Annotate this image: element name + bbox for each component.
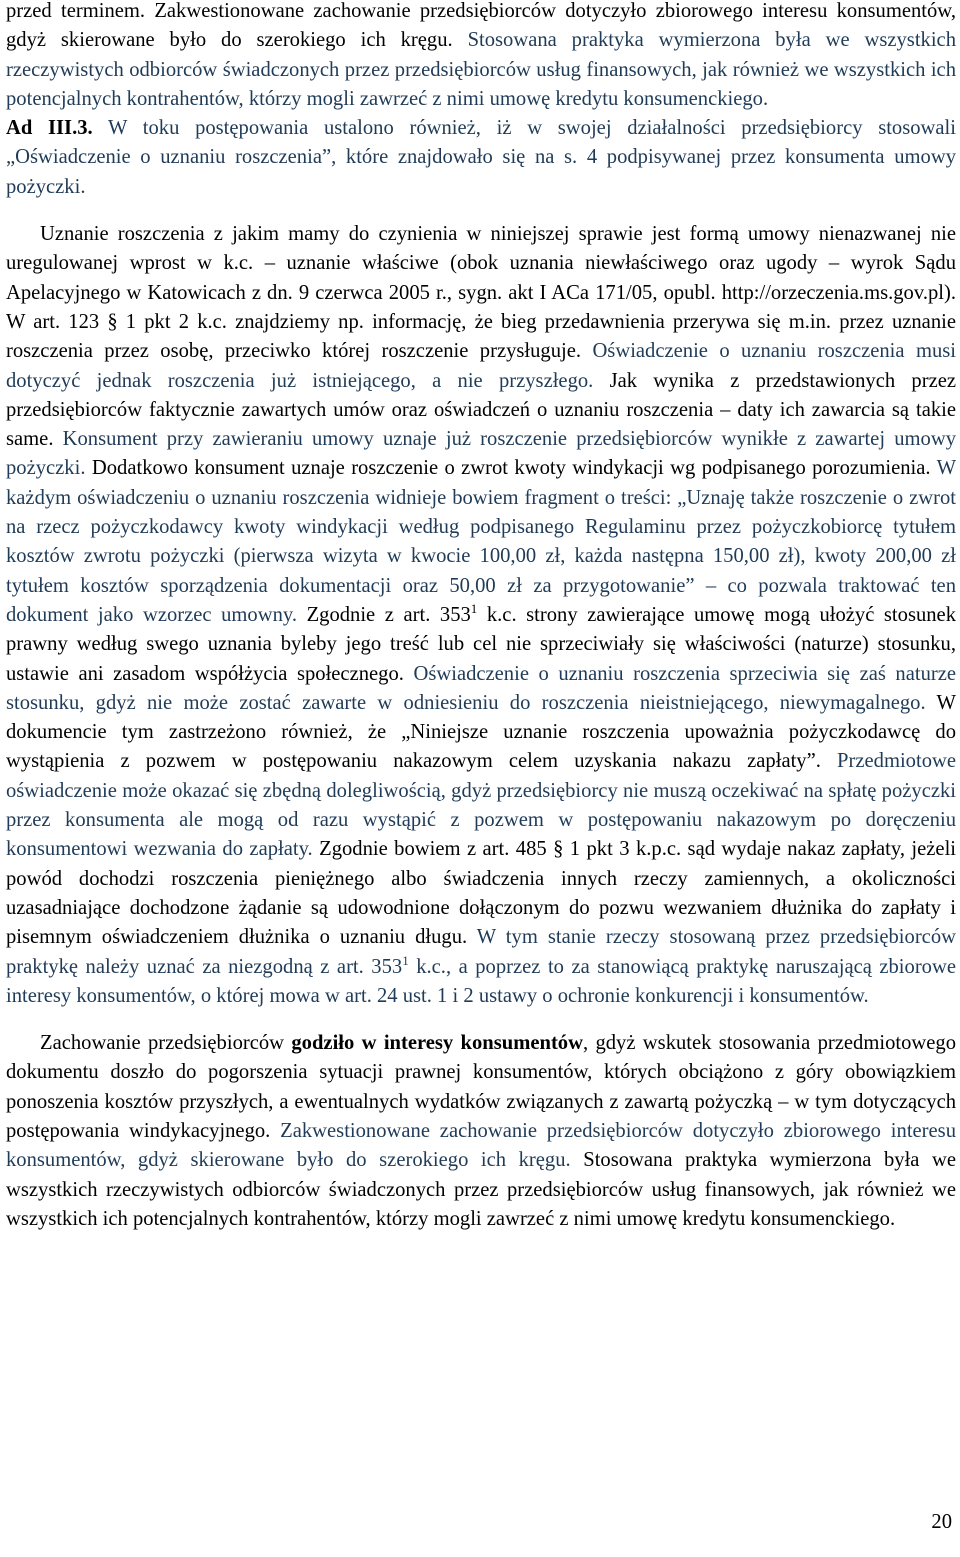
uznanie-sentence-2: Oświadczenie o uznaniu roszczenia musi dotyczyć jednak roszczenia już istniejącego, a nie przyszłego. xyxy=(6,340,956,392)
intro-sentence-1: przed terminem. Zakwestionowane zachowanie przedsiębiorców dotyczyło zbiorowego interesu konsumentów, gdyż skierowane było do szerokiego ich kręgu. xyxy=(6,0,956,52)
zachowanie-text-4: Stosowana praktyka wymierzona była we wszystkich rzeczywistych odbiorców świadczonych przez przedsiębiorców usług finansowych, jak również we wszystkich ich potencjalnych kontrahentów, którzy mogli zawrzeć z nimi umowę kredytu konsumenckiego. xyxy=(6,1149,957,1230)
superscript-2: 1 xyxy=(402,952,409,968)
uznanie-sentence-3: Jak wynika z przedstawionych przez przedsiębiorców faktycznie zawartych umów oraz oświadczeń o uznaniu roszczenia – daty ich zawarcia są takie same. xyxy=(6,369,956,451)
zachowanie-paragraph xyxy=(6,1029,956,1234)
intro-paragraph xyxy=(6,0,956,114)
ad-text: W toku postępowania ustalono również, iż w swojej działalności przedsiębiorcy stosowali „Oświadczenie o uznaniu roszczenia”, które znajdowało się na s. 4 podpisywanej przez konsumenta umowy pożyczki. xyxy=(6,117,956,198)
zachowanie-text-3: Zakwestionowane zachowanie przedsiębiorców dotyczyło zbiorowego interesu konsumentów, gdyż skierowane było do szerokiego ich kręgu. xyxy=(6,1119,956,1172)
uznanie-sentence-7b: k.c. strony zawierające umowę mogą ułożyć stosunek prawny według swego uznania byleby jego treść lub cel nie sprzeciwiały się właściwości (naturze) stosunku, ustawie ani zasadom współżycia społecznego. xyxy=(6,603,956,685)
ad-paragraph xyxy=(6,114,956,202)
intro-sentence-2: Stosowana praktyka wymierzona była we wszystkich rzeczywistych odbiorców świadczonych przez przedsiębiorców usług finansowych, jak również we wszystkich ich potencjalnych kontrahentów, którzy mogli zawrzeć z nimi umowę kredytu konsumenckiego. xyxy=(6,29,956,110)
uznanie-sentence-11: Zgodnie bowiem z art. 485 § 1 pkt 3 k.p.c. sąd wydaje nakaz zapłaty, jeżeli powód dochodzi roszczenia pieniężnego albo świadczenia innych rzeczy zamiennych, a okoliczności uzasadniające dochodzone żądanie są udowodnione dołączonym do pozwu wezwaniem dłużnika do zapłaty i pisemnym oświadczeniem dłużnika o uznaniu długu. xyxy=(6,838,957,949)
zachowanie-text-1: Zachowanie przedsiębiorców xyxy=(40,1032,292,1055)
zachowanie-text-2: , gdyż wskutek stosowania przedmiotowego dokumentu doszło do pogorszenia sytuacji prawnej konsumentów, których obciążono z góry obowiązkiem ponoszenia kosztów przyszłych, a ewentualnych wydatków związanych z zawartą pożyczką – w tym dotyczących postępowania windykacyjnego. xyxy=(6,1032,957,1142)
uznanie-sentence-4: Konsument przy zawieraniu umowy uznaje już roszczenie przedsiębiorców wynikłe z zawartej umowy pożyczki. xyxy=(6,428,956,480)
page-number: 20 xyxy=(931,1511,952,1533)
uznanie-sentence-1: Uznanie roszczenia z jakim mamy do czynienia w niniejszej sprawie jest formą umowy nienazwanej nie uregulowanej wprost w k.c. – uznanie właściwe (obok uznania niewłaściwego oraz ugody – wyrok Sądu Apelacyjnego w Katowicach z dn. 9 czerwca 2005 r., sygn. akt I ACa 171/05, opubl. http://orzeczenia.ms.gov.pl). W art. 123 § 1 pkt 2 k.c. znajdziemy np. informację, że bieg przedawnienia przerywa się m.in. przez uznanie roszczenia przez osobę, przeciwko której roszczenie przysługuje. xyxy=(6,223,956,363)
uznanie-sentence-12a: W tym stanie rzeczy stosowaną przez przedsiębiorców praktykę należy uznać za niezgodną z art. 353 xyxy=(6,926,956,978)
uznanie-sentence-7a: Zgodnie z art. 353 xyxy=(297,603,471,626)
uznanie-sentence-12b: k.c., a poprzez to za stanowiącą praktykę naruszającą zbiorowe interesy konsumentów, o której mowa w art. 24 ust. 1 i 2 ustawy o ochronie konkurencji i konsumentów. xyxy=(6,955,956,1007)
uznanie-sentence-10: Przedmiotowe oświadczenie może okazać się zbędną dolegliwością, gdyż przedsiębiorcy nie muszą oczekiwać na spłatę pożyczki przez konsumenta ale mogą od razu wystąpić z pozwem w postępowaniu nakazowym po doręczeniu konsumentowi wezwania do zapłaty. xyxy=(6,750,957,861)
uznanie-sentence-8: Oświadczenie o uznaniu roszczenia sprzeciwia się zaś naturze stosunku, gdyż nie może zostać zawarte w odniesieniu do roszczenia nieistniejącego, niewymagalnego. xyxy=(6,662,957,714)
uznanie-sentence-5: Dodatkowo konsument uznaje roszczenie o zwrot kwoty windykacji wg podpisanego porozumienia. xyxy=(85,457,931,480)
superscript-1: 1 xyxy=(470,600,478,616)
uznanie-sentence-9: W dokumencie tym zastrzeżono również, że „Niniejsze uznanie roszczenia upoważnia pożyczkodawcę do wystąpienia z pozwem w postępowaniu nakazowym celem uzyskania nakazu zapłaty”. xyxy=(6,691,956,773)
document-page xyxy=(6,0,956,1234)
uznanie-sentence-6: W każdym oświadczeniu o uznaniu roszczenia widnieje bowiem fragment o treści: „Uznaję także roszczenie o zwrot na rzecz pożyczkodawcy kwoty windykacji według podpisanego Regulaminu przez pożyczkobiorcę tytułem kosztów zwrotu pożyczki (pierwsza wizyta w kwocie 100,00 zł, każda następna 150,00 zł), kwoty 200,00 zł tytułem kosztów sporządzenia dokumentacji oraz 50,00 zł za przygotowanie” – co pozwala traktować ten dokument jako wzorzec umowny. xyxy=(6,457,957,626)
zachowanie-bold: godziło w interesy konsumentów xyxy=(291,1032,583,1055)
uznanie-paragraph xyxy=(6,220,956,1011)
section-heading: Ad III.3. xyxy=(6,117,93,140)
